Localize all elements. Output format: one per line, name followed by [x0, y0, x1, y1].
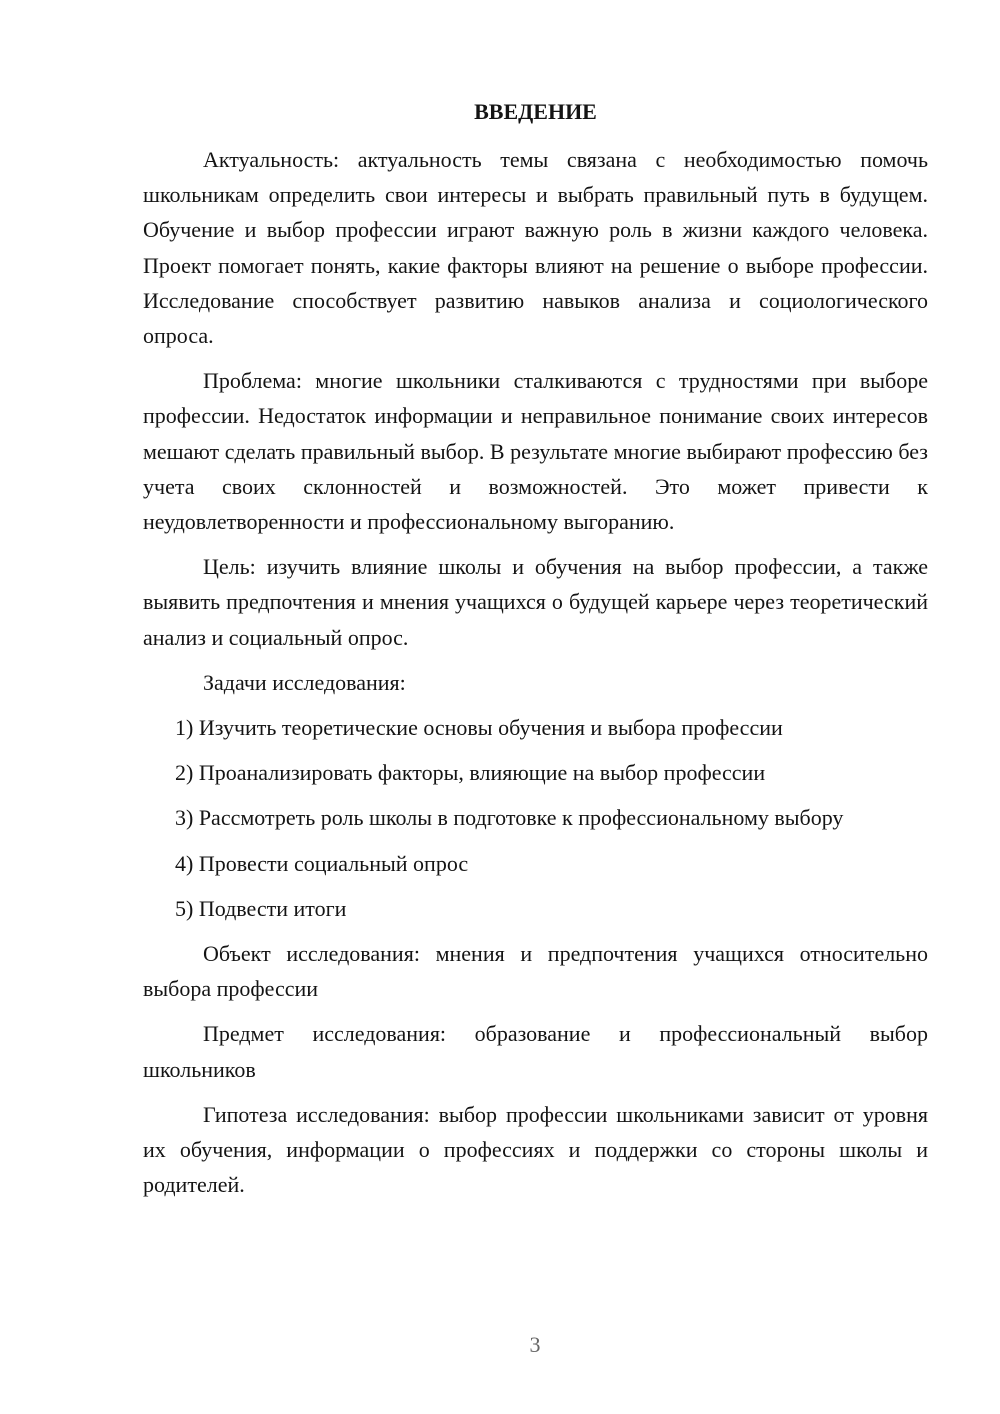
subject-paragraph: Предмет исследования: образование и профессиональный выбор школьников [143, 1021, 928, 1082]
tasks-heading: Задачи исследования: [203, 669, 406, 695]
tasks-list [143, 710, 928, 926]
goal-paragraph: Цель: изучить влияние школы и обучения на выбор профессии, а также выявить предпочтения и мнения учащихся о будущей карьере через теоретический анализ и социальный опрос. [143, 554, 928, 650]
hypothesis-paragraph: Гипотеза исследования: выбор профессии школьниками зависит от уровня их обучения, информации о профессиях и поддержки со стороны школы и родителей. [143, 1101, 928, 1198]
document-page [143, 94, 928, 1212]
task-item-4: 4) Провести социальный опрос [175, 850, 469, 876]
task-item-2: 2) Проанализировать факторы, влияющие на выбор профессии [175, 760, 766, 786]
relevance-paragraph: Актуальность: актуальность темы связана с необходимостью помочь школьникам определить свои интересы и выбрать правильный путь в будущем. Обучение и выбор профессии играют важную роль в жизни каждого человека. Проект помогает понять, какие факторы влияют на решение о выборе профессии. Исследование способствует развитию навыков анализа и социологического опроса. [143, 147, 928, 349]
page-number: 3 [529, 1332, 541, 1357]
task-item-3: 3) Рассмотреть роль школы в подготовке к профессиональному выбору [175, 805, 844, 831]
object-paragraph: Объект исследования: мнения и предпочтения учащихся относительно выбора профессии [143, 941, 928, 1002]
section-title: ВВЕДЕНИЕ [474, 99, 597, 124]
task-item-1: 1) Изучить теоретические основы обучения и выбора профессии [175, 715, 783, 741]
task-item-5: 5) Подвести итоги [175, 895, 347, 921]
problem-paragraph: Проблема: многие школьники сталкиваются с трудностями при выборе профессии. Недостаток информации и неправильное понимание своих интересов мешают сделать правильный выбор. В результате многие выбирают профессию без учета своих склонностей и возможностей. Это может привести к неудовлетворенности и профессиональному выгоранию. [143, 368, 928, 535]
